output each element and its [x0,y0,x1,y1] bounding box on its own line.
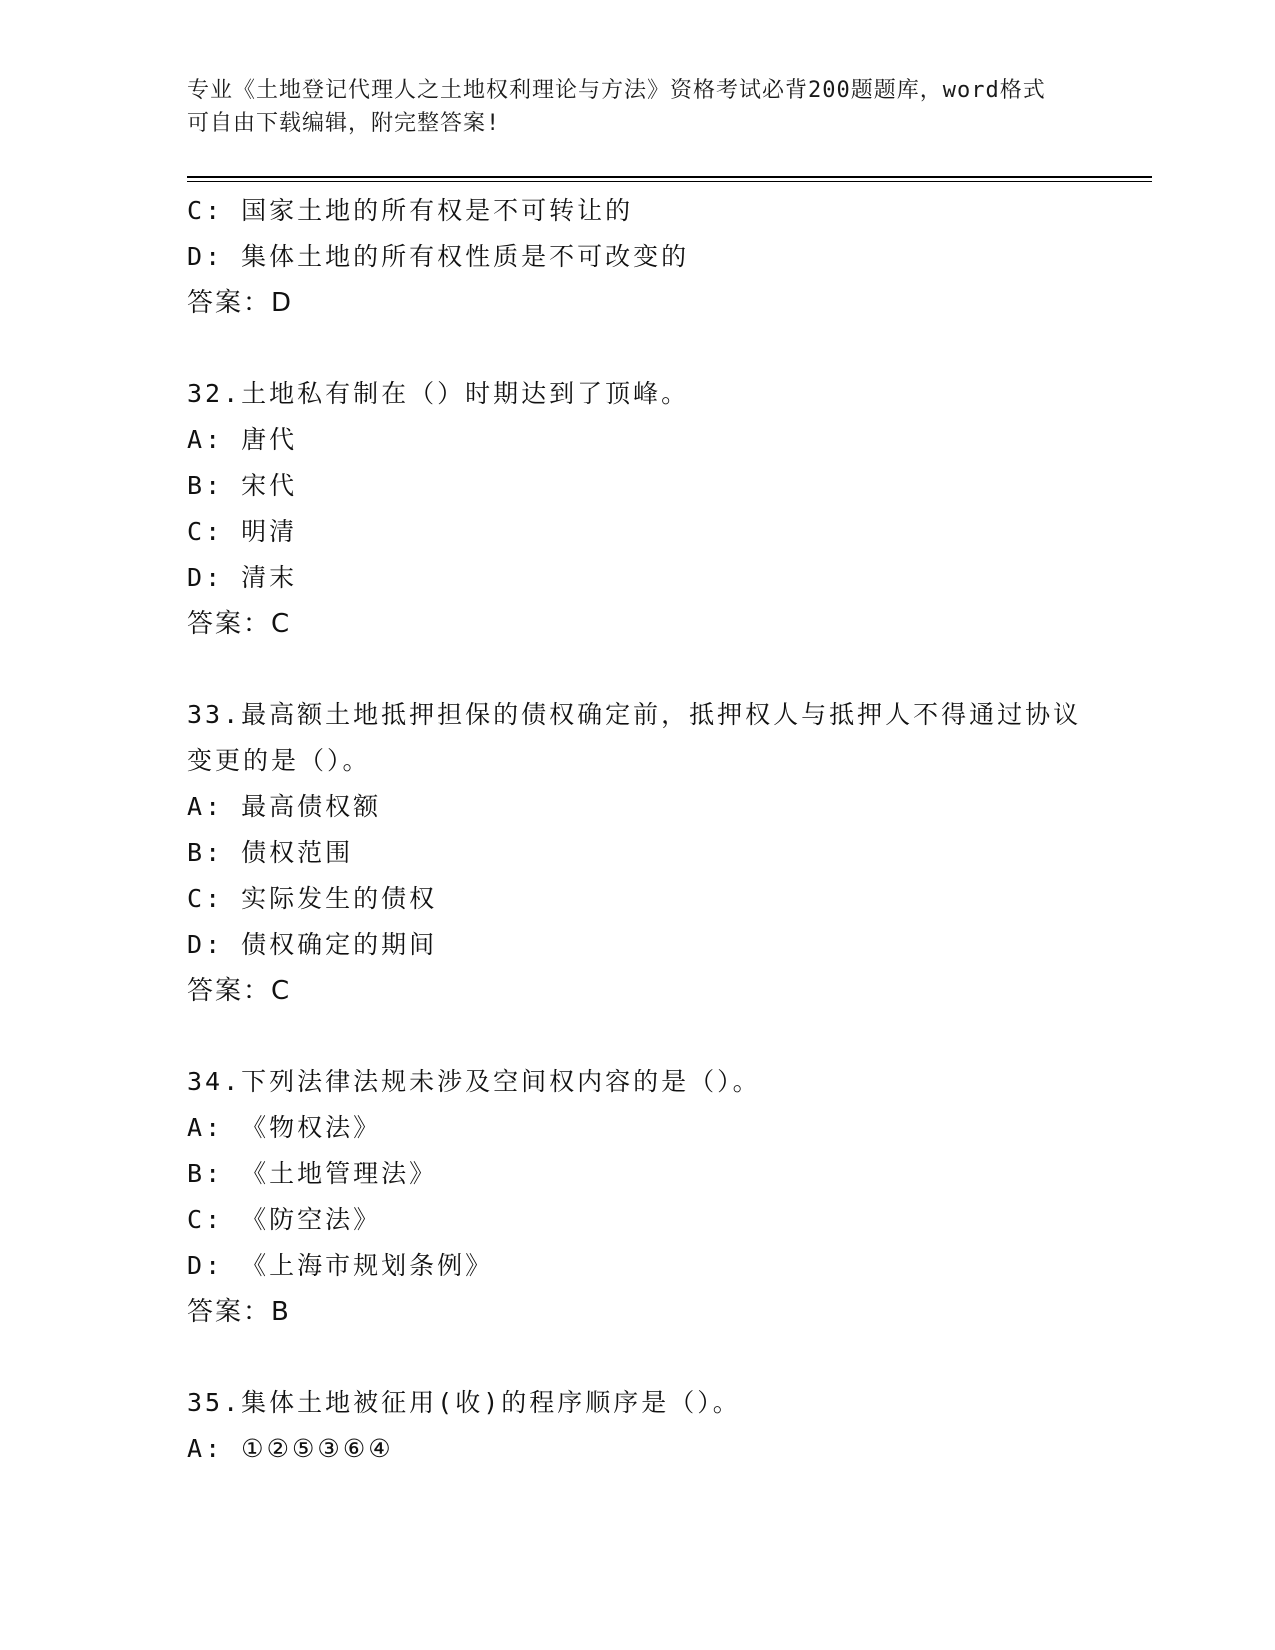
question-stem: 34.下列法律法规未涉及空间权内容的是（）。 [187,1067,761,1096]
answer-line: 答案：B [187,1297,291,1327]
document-content [187,188,1087,1472]
prev-question-tail [187,188,1087,326]
question-33 [187,692,1087,1014]
answer-line: 答案：C [187,976,292,1006]
option-c: C: 国家土地的所有权是不可转让的 [187,196,634,225]
option-c: C: 明清 [187,517,298,546]
option-a: A: ①②⑤③⑥④ [187,1434,394,1463]
option-d: D: 集体土地的所有权性质是不可改变的 [187,242,690,271]
question-34 [187,1059,1087,1335]
option-a: A: 最高债权额 [187,792,382,821]
question-32 [187,371,1087,647]
option-c: C: 《防空法》 [187,1205,382,1234]
option-b: B: 债权范围 [187,838,354,867]
answer-line: 答案：D [187,288,294,318]
question-stem: 35.集体土地被征用(收)的程序顺序是（）。 [187,1388,741,1417]
option-a: A: 唐代 [187,425,298,454]
option-d: D: 清末 [187,563,298,592]
question-stem: 33.最高额土地抵押担保的债权确定前，抵押权人与抵押人不得通过协议变更的是（）。 [187,700,1082,775]
question-35 [187,1380,1087,1472]
document-header: 专业《土地登记代理人之土地权利理论与方法》资格考试必背200题题库，word格式可自由下载编辑，附完整答案! [187,78,1046,136]
question-stem: 32.土地私有制在（）时期达到了顶峰。 [187,379,690,408]
option-b: B: 《土地管理法》 [187,1159,438,1188]
answer-line: 答案：C [187,609,292,639]
option-b: B: 宋代 [187,471,298,500]
option-c: C: 实际发生的债权 [187,884,438,913]
option-a: A: 《物权法》 [187,1113,382,1142]
option-d: D: 《上海市规划条例》 [187,1251,494,1280]
header-divider [187,176,1152,182]
option-d: D: 债权确定的期间 [187,930,438,959]
